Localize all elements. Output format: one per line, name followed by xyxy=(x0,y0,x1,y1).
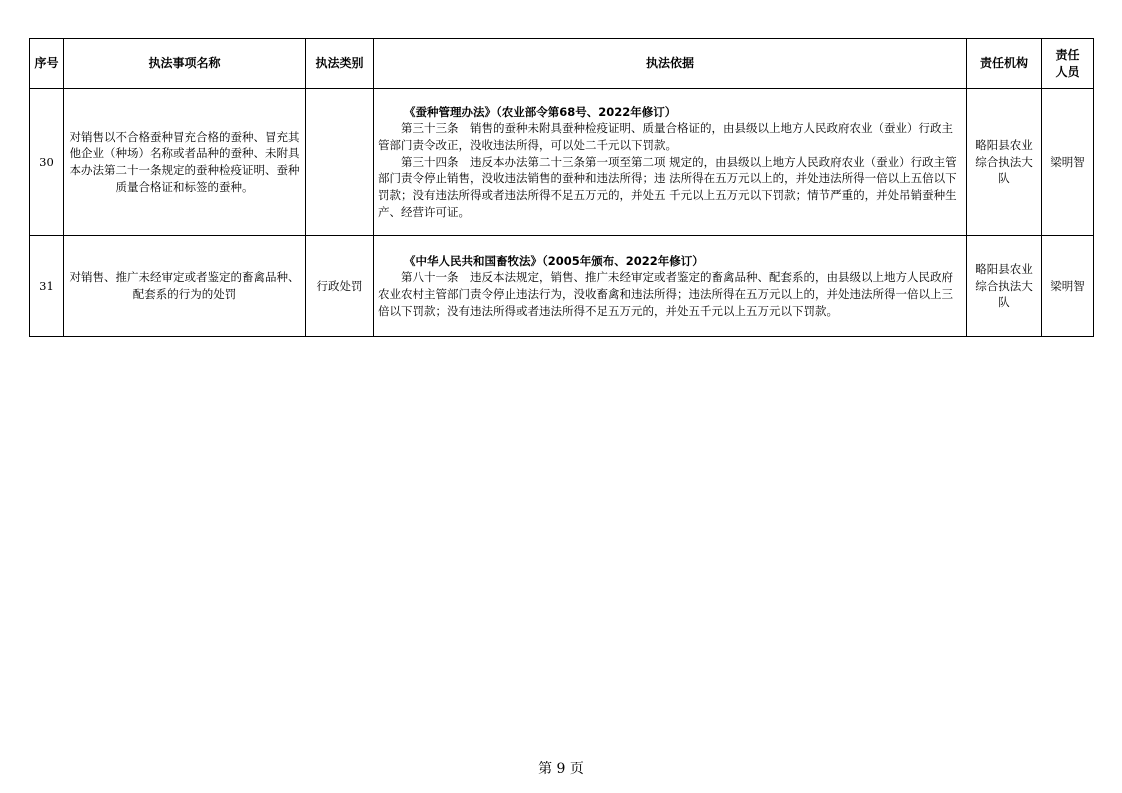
law-title-line xyxy=(378,253,962,270)
table-row xyxy=(30,89,1094,236)
header-basis: 执法依据 xyxy=(374,39,967,89)
enforcement-table xyxy=(29,38,1094,337)
header-agency: 责任机构 xyxy=(967,39,1042,89)
law-subtitle: （农业部令第68号、2022年修订） xyxy=(496,104,677,119)
row-type xyxy=(306,89,374,236)
law-article: 第三十三条 销售的蚕种未附具蚕种检疫证明、质量合格证的，由县级以上地方人民政府农业（蚕业）行政主管部门责令改正，没收违法所得，可以处二千元以下罚款。 xyxy=(378,121,953,152)
law-title: 《蚕种管理办法》 xyxy=(404,104,496,119)
row-no: 31 xyxy=(30,236,64,337)
row-item-name: 对销售以不合格蚕种冒充合格的蚕种、冒充其他企业（种场）名称或者品种的蚕种、未附具本办法第二十一条规定的蚕种检疫证明、蚕种质量合格证和标签的蚕种。 xyxy=(64,89,306,236)
row-item-name: 对销售、推广未经审定或者鉴定的畜禽品种、配套系的行为的处罚 xyxy=(64,236,306,337)
law-subtitle: （2005年颁布、2022年修订） xyxy=(542,253,704,268)
row-person: 梁明智 xyxy=(1042,89,1094,236)
table-header-row xyxy=(30,39,1094,89)
row-no: 30 xyxy=(30,89,64,236)
row-basis xyxy=(374,89,967,236)
law-article: 第八十一条 违反本法规定，销售、推广未经审定或者鉴定的畜禽品种、配套系的，由县级以上地方人民政府农业农村主管部门责令停止违法行为，没收畜禽和违法所得；违法所得在五万元以上的，并处违法所得一倍以上三倍以下罚款；没有违法所得或者违法所得不足五万元的，并处五千元以上五万元以下罚款。 xyxy=(378,270,953,318)
table-row xyxy=(30,236,1094,337)
row-person: 梁明智 xyxy=(1042,236,1094,337)
header-type: 执法类别 xyxy=(306,39,374,89)
header-item: 执法事项名称 xyxy=(64,39,306,89)
law-article: 第三十四条 违反本办法第二十三条第一项至第二项 规定的，由县级以上地方人民政府农业（蚕业）行政主管部门责令停止销售，没收违法销售的蚕种和违法所得；违 法所得在五万元以上的，并处违法所得一倍以上五倍以下 罚款；没有违法所得或者违法所得不足五万元的，并处五 千元以上五万元以下罚款；情节严重的，并处吊销蚕种生 产、经营许可证。 xyxy=(378,154,957,219)
row-agency: 略阳县农业综合执法大队 xyxy=(967,89,1042,236)
law-title: 《中华人民共和国畜牧法》 xyxy=(404,253,542,268)
row-basis xyxy=(374,236,967,337)
page-number: 第 9 页 xyxy=(538,761,584,777)
law-title-line xyxy=(378,104,962,121)
header-person: 责任人员 xyxy=(1042,39,1094,89)
row-type: 行政处罚 xyxy=(306,236,374,337)
row-agency: 略阳县农业综合执法大队 xyxy=(967,236,1042,337)
header-no: 序号 xyxy=(30,39,64,89)
